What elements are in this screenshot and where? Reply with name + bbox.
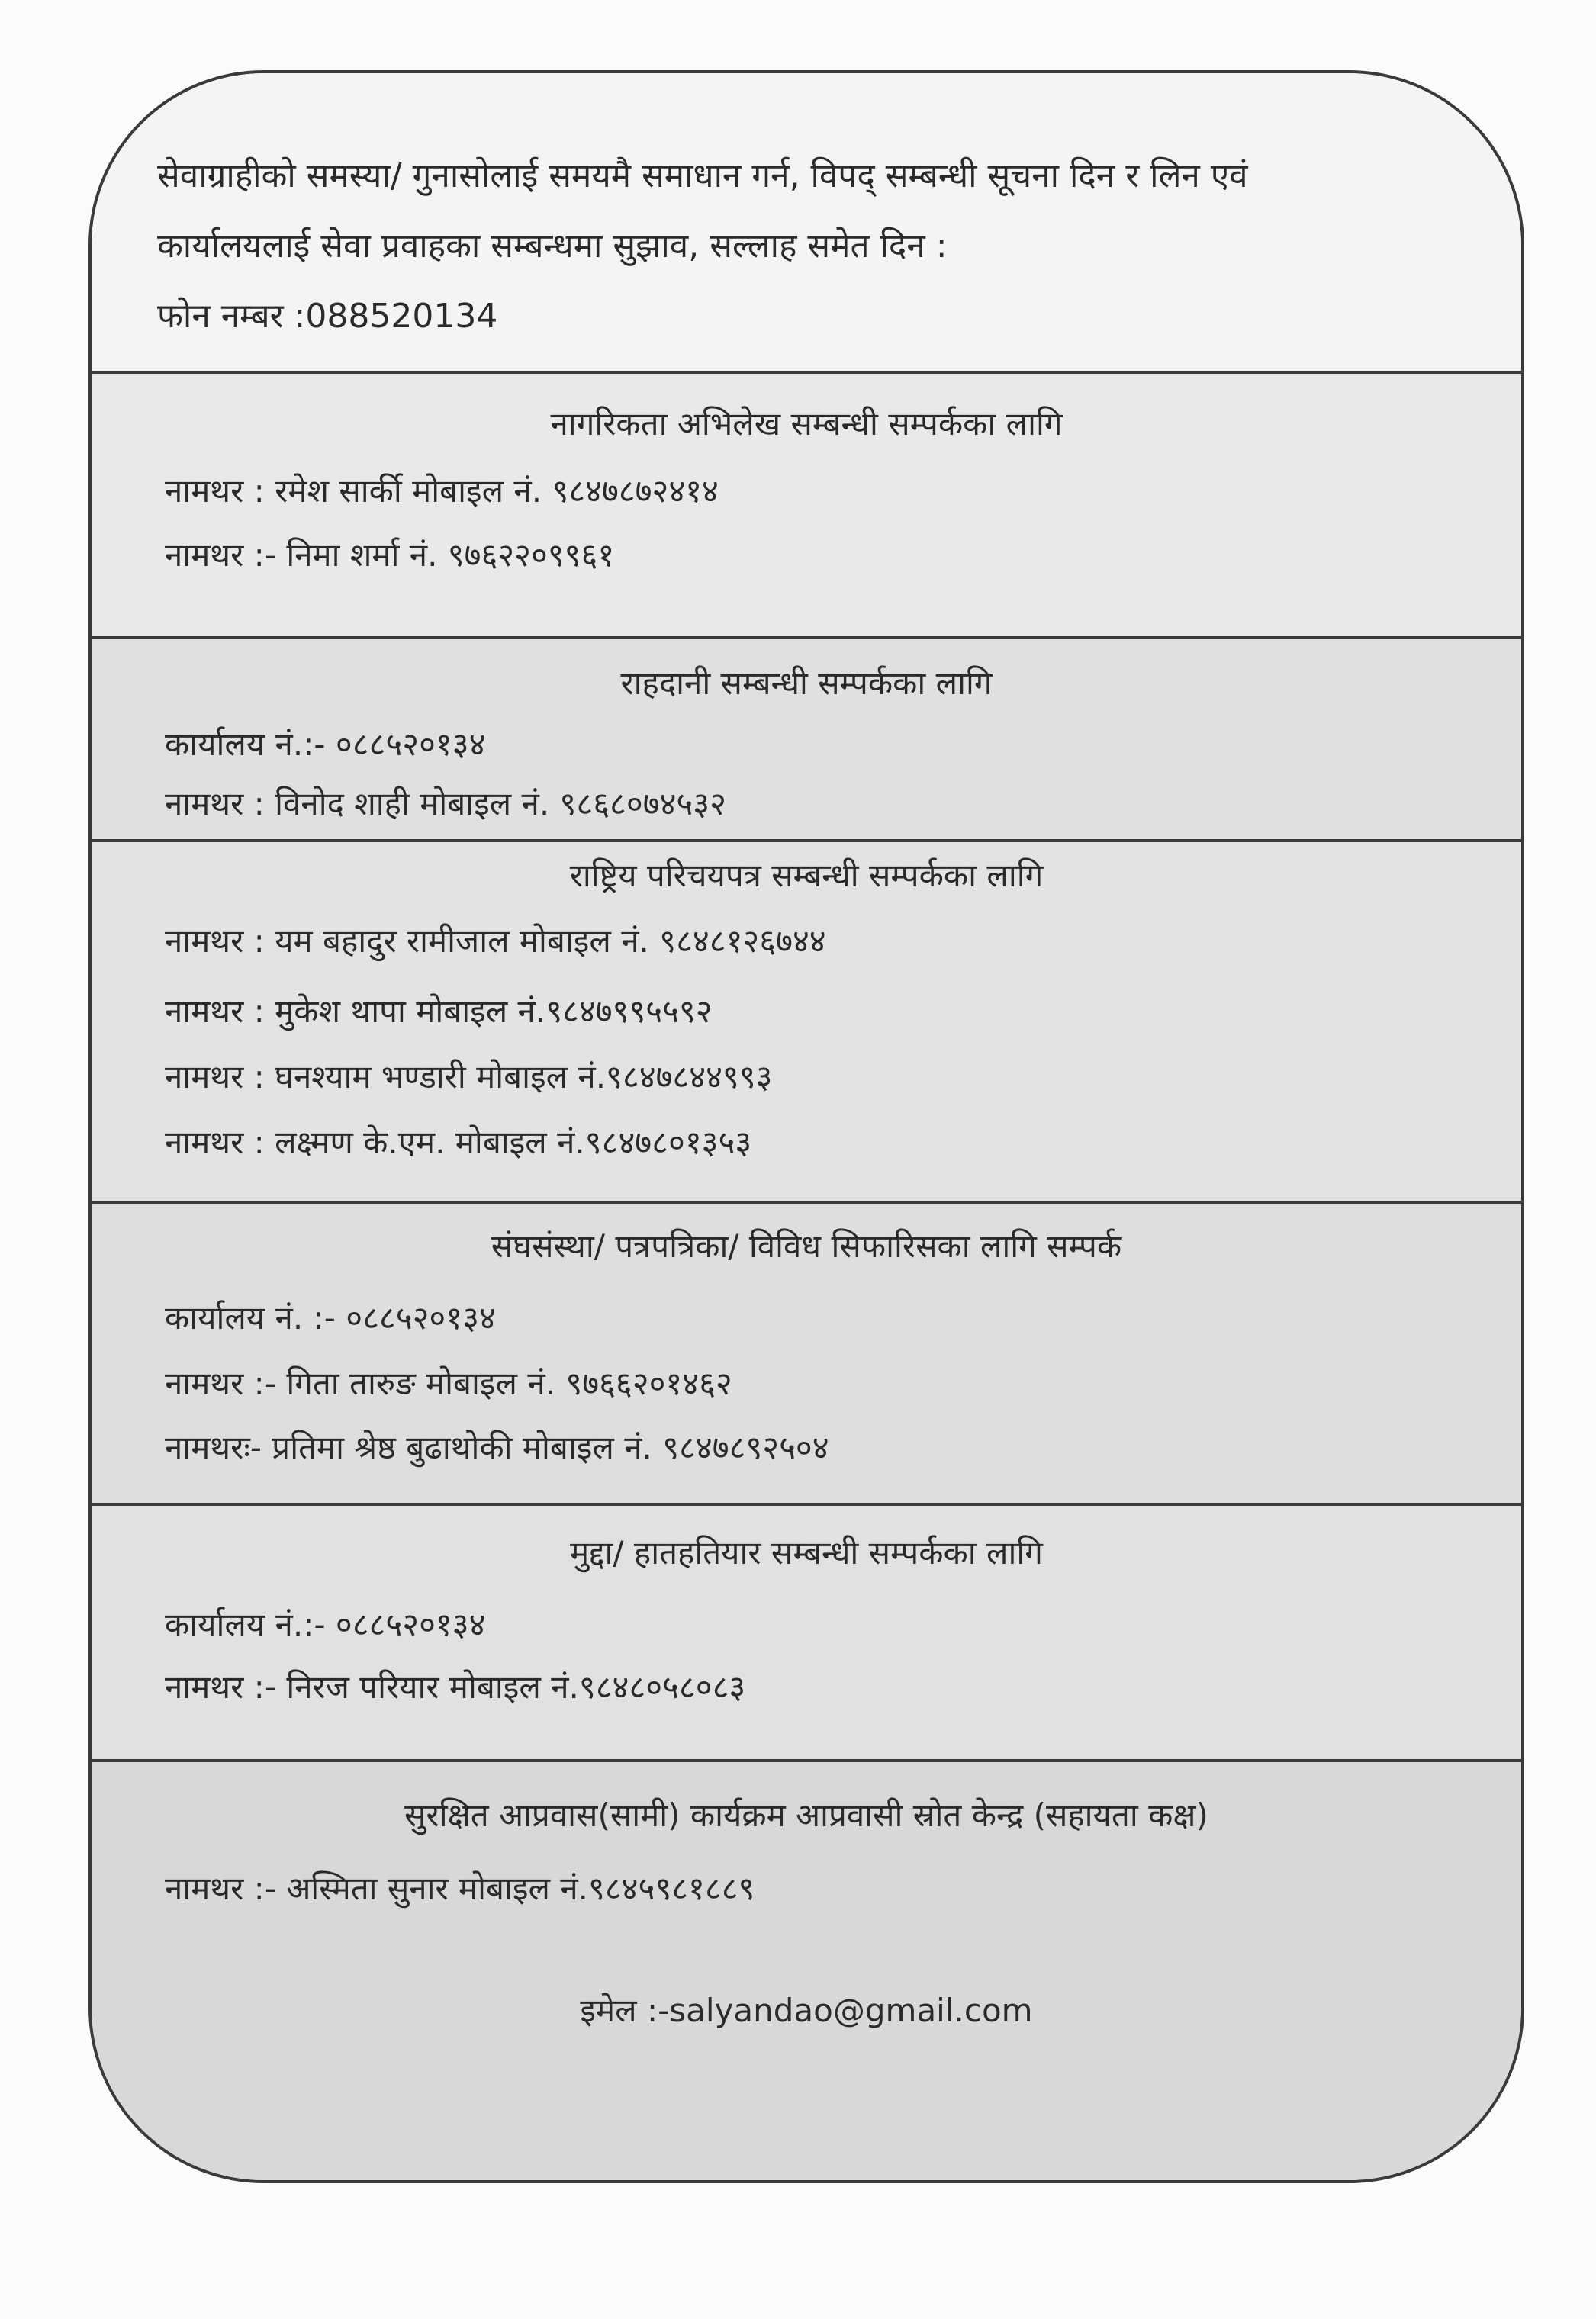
contact-line: नामथर : लक्ष्मण के.एम. मोबाइल नं.९८४७८०१३५३ bbox=[165, 1124, 752, 1161]
contact-line: नामथर : घनश्याम भण्डारी मोबाइल नं.९८४७८४४९९३ bbox=[165, 1058, 773, 1095]
contact-line: नामथर : रमेश सार्की मोबाइल नं. ९८४७८७२४१४ bbox=[165, 472, 719, 510]
case-arms-section bbox=[92, 1506, 1521, 1759]
contact-line: नामथर : यम बहादुर रामीजाल मोबाइल नं. ९८४८१२६७४४ bbox=[165, 922, 826, 960]
contact-line: नामथर :- निमा शर्मा नं. ९७६२२०९९६१ bbox=[165, 536, 615, 574]
contact-line: नामथर :- अस्मिता सुनार मोबाइल नं.९८४५९८१८८९ bbox=[165, 1870, 755, 1907]
intro-line-2: कार्यालयलाई सेवा प्रवाहका सम्बन्धमा सुझाव, सल्लाह समेत दिन : bbox=[157, 227, 948, 265]
intro-phone: फोन नम्बर :088520134 bbox=[157, 297, 498, 336]
section-title: मुद्दा/ हातहतियार सम्बन्धी सम्पर्कका लागि bbox=[570, 1534, 1043, 1571]
contact-line: नामथर :- गिता तारुङ मोबाइल नं. ९७६६२०१४६२ bbox=[165, 1365, 732, 1402]
email-address: इमेल :-salyandao@gmail.com bbox=[580, 1992, 1033, 2029]
contact-line: नामथरः- प्रतिमा श्रेष्ठ बुढाथोकी मोबाइल नं. ९८४७८९२५०४ bbox=[165, 1429, 829, 1466]
citizenship-section bbox=[92, 374, 1521, 636]
section-title: सुरक्षित आप्रवास(सामी) कार्यक्रम आप्रवासी स्रोत केन्द्र (सहायता कक्ष) bbox=[404, 1796, 1208, 1834]
national-id-section bbox=[92, 842, 1521, 1201]
contact-line: कार्यालय नं.:- ०८८५२०१३४ bbox=[165, 725, 486, 763]
section-title: राष्ट्रिय परिचयपत्र सम्बन्धी सम्पर्कका लागि bbox=[569, 857, 1044, 894]
passport-section bbox=[92, 639, 1521, 839]
intro-section bbox=[92, 73, 1521, 371]
contact-line: कार्यालय नं. :- ०८८५२०१३४ bbox=[165, 1299, 496, 1336]
contact-line: नामथर : मुकेश थापा मोबाइल नं.९८४७९९५५९२ bbox=[165, 992, 713, 1030]
section-title: राहदानी सम्बन्धी सम्पर्कका लागि bbox=[620, 664, 993, 702]
section-title: संघसंस्था/ पत्रपत्रिका/ विविध सिफारिसका लागि सम्पर्क bbox=[491, 1227, 1122, 1265]
contact-line: नामथर :- निरज परियार मोबाइल नं.९८४८०५८०८३ bbox=[165, 1668, 746, 1706]
contact-line: नामथर : विनोद शाही मोबाइल नं. ९८६८०७४५३२ bbox=[165, 785, 726, 822]
section-title: नागरिकता अभिलेख सम्बन्धी सम्पर्कका लागि bbox=[550, 405, 1063, 442]
contact-card bbox=[88, 70, 1524, 2183]
intro-line-1: सेवाग्राहीको समस्या/ गुनासोलाई समयमै समाधान गर्न, विपद् सम्बन्धी सूचना दिन र लिन एवं bbox=[157, 156, 1248, 195]
organization-section bbox=[92, 1204, 1521, 1503]
contact-line: कार्यालय नं.:- ०८८५२०१३४ bbox=[165, 1606, 486, 1643]
migration-section bbox=[92, 1762, 1521, 2183]
